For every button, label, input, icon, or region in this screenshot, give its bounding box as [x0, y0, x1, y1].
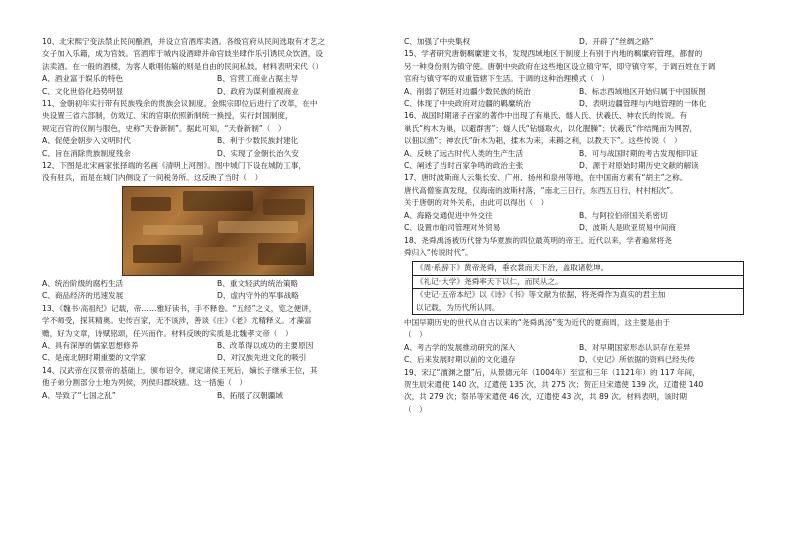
q11-option-a[interactable]: A、促使金朝步入文明时代 [42, 136, 131, 146]
q15-options-row-1 [404, 86, 754, 98]
q12-stem-line-1: 12、下图是北宋画家张择端的名画《清明上河图》。图中城门下设在城防工事， [42, 161, 307, 171]
q17-stem-line-3: 关于唐朝的对外关系，由此可以得出（ ） [404, 198, 549, 208]
q18-source-row-3 [413, 289, 743, 314]
q13-option-a[interactable]: A、具有深厚的儒家思想修养 [42, 340, 139, 350]
q19-stem-line-2: 贺生辰宋遣使 140 次，辽遣使 135 次，共 275 次；贺正旦宋遣使 139 次，辽遣使 140 [404, 379, 704, 389]
q11-option-c[interactable]: C、旨在消除贵族制度残余 [42, 148, 131, 158]
q18-options-row-1 [404, 342, 754, 354]
q12-stem-line-2: 没有驻兵，而是在城门内侧设了一间税务所。这反映了当时（ ） [42, 173, 263, 183]
q14-option-b[interactable]: B、拓展了汉朝疆域 [217, 390, 283, 400]
q13-option-b[interactable]: B、改革得以成功的主要原因 [217, 340, 314, 350]
q16-stem-line-2: 巢氏“构木为巢，以避群害”；燧人氏“钻燧取火，以化腥臊”；伏羲氏“作结绳而为网罟， [404, 123, 698, 133]
q12-option-b[interactable]: B、重文轻武的统治策略 [217, 278, 299, 288]
q18-tail-line-2: （ ） [404, 330, 427, 340]
q11-option-d[interactable]: D、实现了金朝长治久安 [217, 148, 299, 158]
q15-option-d[interactable]: D、表明边疆管理与内地管理的一体化 [579, 99, 707, 109]
q19-stem-line-3: 次，共 279 次；祭吊等宋遣使 46 次，辽遣使 43 次，共 89 次。材料表明，该时期 [404, 392, 688, 402]
q18-source-row-3-line-2: 以记载，为历代所认同。 [416, 302, 500, 312]
q19-stem-line-1: 19、宋辽“澶渊之盟”后，从景德元年（1004年）至宣和三年（1121年）的 117 年间， [404, 367, 700, 377]
q11-options-row-1 [42, 135, 392, 147]
q15-stem-line-1: 15、学者研究唐朝羁縻建文书，发现西域地区于制度上有别于内地的羁縻府管理，都督的 [404, 49, 703, 59]
q11-options-row-2 [42, 148, 392, 160]
q12-option-d[interactable]: D、虚内守外的军事战略 [217, 291, 299, 301]
q18-option-c[interactable]: C、后来发展时期以前的文化遗存 [404, 355, 516, 365]
q16-stem-line-3: 以佃以渔”；神农氏“斫木为耜，揉木为耒，耒耨之利，以教天下”。这些传说（ ） [404, 136, 682, 146]
q18-tail-line-1: 中国早期历史的世代从自古以来的“尧舜禹汤”变为近代的夏商周，这主要是由于 [404, 317, 671, 327]
q12-options-row-2 [42, 290, 392, 302]
q11-stem-line-3: 规定百官的仪制与服色，史称“天眷新制”。据此可知，“天眷新制”（ ） [42, 123, 286, 133]
q17-options-row-2 [404, 222, 754, 234]
q14-stem-line-1: 14、汉武帝在汉景帝的基础上，颁布诏令，规定诸侯王死后，嫡长子继承王位，其 [42, 365, 318, 375]
right-column [404, 36, 754, 416]
q12-options-row-1 [42, 278, 392, 290]
q17-option-b[interactable]: B、与阿拉伯帝国关系密切 [579, 210, 668, 220]
q16-options-row-2 [404, 160, 754, 172]
q16-option-b[interactable]: B、可与战国时期的考古发现相印证 [579, 148, 699, 158]
q10-option-a[interactable]: A、酒业富于娱乐的特色 [42, 74, 124, 84]
q19-stem-line-4: （ ） [404, 404, 427, 414]
q14-stem-line-2: 他子弟分割部分土地为列侯，列侯归郡统辖。这一措施（ ） [42, 378, 248, 388]
q18-stem-line-1: 18、尧舜禹汤被历代誉为华夏族的四位最英明的帝王。近代以来，学者遍常将尧 [404, 235, 672, 245]
q14-options-row-2 [404, 36, 754, 48]
q17-option-c[interactable]: C、设置市舶司管理对外贸易 [404, 223, 501, 233]
q10-stem-line-1: 10、北宋熙宁变法禁止民间酿酒，并设立官酒库卖酒。各级官府从民间选取有才艺之 [42, 37, 326, 46]
q18-option-a[interactable]: A、考古学的发展推动研究的深入 [404, 342, 516, 352]
q10-stem-line-2: 女子加入乐籍，成为官妓。官酒库于城内设酒肆并命官妓坐肆作乐引诱民众饮酒，设 [42, 49, 323, 59]
q18-option-d[interactable]: D、《史记》所依据的资料已经失传 [579, 355, 695, 365]
question-11 [42, 98, 392, 160]
q14-option-c[interactable]: C、加强了中央集权 [404, 37, 471, 46]
q18-source-row-3-line-1: 《史记·五帝本纪》以《诗》《书》等文献为依据，将尧舜作为真实的君主加 [416, 290, 666, 300]
question-17 [404, 172, 754, 234]
q10-option-b[interactable]: B、官营工商业占据主导 [217, 74, 299, 84]
q17-options-row-1 [404, 210, 754, 222]
q10-options-row-2 [42, 86, 392, 98]
question-12 [42, 160, 392, 303]
q13-stem-line-3: 赡，好为文章，诗赋铭颂，任兴而作。材料反映的实质是北魏孝文帝（ ） [42, 328, 293, 338]
q16-option-c[interactable]: C、阐述了当时百家争鸣的政治主张 [404, 161, 524, 171]
q15-option-a[interactable]: A、削弱了朝廷对边疆少数民族的统治 [404, 86, 531, 96]
q12-option-c[interactable]: C、商品经济的迅速发展 [42, 291, 124, 301]
question-18 [404, 235, 754, 367]
q13-option-c[interactable]: C、是南北朝时期重要的文学家 [42, 353, 147, 363]
q10-option-d[interactable]: D、政府为谋利重视商业 [217, 86, 299, 96]
q17-stem-line-2: 唐代高僧鉴真发现，仅海南的波斯村落，“南北三日行，东西五日行，村村相次”。 [404, 185, 678, 195]
q11-option-b[interactable]: B、利于少数民族封建化 [217, 136, 299, 146]
q11-stem-line-1: 11、金朝初年实行带有民族残余的贵族会议制度。金熙宗即位后进行了改革，在中 [42, 99, 318, 109]
q18-stem-line-2: 舜归入“传说时代”。 [404, 247, 473, 257]
q17-stem-line-1: 17、唐时波斯商人云集长安、广州、扬州和泉州等地，在中国南方素有“胡主”之称。 [404, 173, 688, 183]
q13-option-d[interactable]: D、对汉族先进文化的吸引 [217, 353, 307, 363]
q10-option-c[interactable]: C、文化世俗化趋势明显 [42, 86, 124, 96]
question-19 [404, 367, 754, 417]
q18-source-table [412, 261, 744, 315]
q10-options-row-1 [42, 73, 392, 85]
question-15 [404, 48, 754, 110]
q17-option-a[interactable]: A、海路交通促进中外交往 [404, 210, 493, 220]
q14-option-d[interactable]: D、开辟了“丝绸之路” [579, 37, 654, 46]
q13-stem-line-2: 学不师受，探其精奥。史传百家，无不该涉，善谈《庄》《老》尤精释义。才藻富 [42, 316, 312, 326]
q15-option-b[interactable]: B、标志西域地区开始归属于中国版图 [579, 86, 706, 96]
q13-stem-line-1: 13、《魏书·高祖纪》记载，帝……雅好读书，手不释卷。“五经”之义，览之便讲， [42, 303, 317, 313]
q11-stem-line-2: 央设置三省六部制，仿效辽、宋的官职依照新制统一换授，实行封国制度， [42, 111, 293, 121]
q18-option-b[interactable]: B、对早期国家形态认识存在差异 [579, 342, 691, 352]
q18-options-row-2 [404, 354, 754, 366]
q15-stem-line-3: 官府与镇守军的双重管辖下生活。于调的这种治理模式（ ） [404, 74, 610, 84]
painting-image [122, 186, 314, 276]
q16-option-d[interactable]: D、源于对原始时期历史文献的解读 [579, 161, 699, 171]
q13-options-row-2 [42, 352, 392, 364]
q16-options-row-1 [404, 148, 754, 160]
question-16 [404, 110, 754, 172]
left-column [42, 36, 392, 402]
q18-source-row-2: 《礼记·大学》尧舜率天下以仁，而民从之。 [413, 276, 743, 289]
q10-stem-line-3: 法卖酒。在一般的酒楼，为客人歌唱佑觞的则是自由的民间私妓。材料表明宋代（） [42, 61, 323, 71]
q13-options-row-1 [42, 340, 392, 352]
q15-options-row-2 [404, 98, 754, 110]
q16-stem-line-1: 16、战国时期诸子百家的著作中出现了有巢氏、燧人氏、伏羲氏、神农氏的传说。有 [404, 111, 688, 121]
q18-source-row-1: 《周·系辞下》黄帝尧舜，垂衣裳而天下治，盖取诸乾坤。 [413, 262, 743, 275]
q17-option-d[interactable]: D、波斯人是欧亚贸易中间商 [579, 223, 676, 233]
question-10 [42, 36, 392, 98]
q15-option-c[interactable]: C、体现了中央政府对边疆的羁縻统治 [404, 99, 531, 109]
q16-option-a[interactable]: A、反映了远古时代人类的生产生活 [404, 148, 524, 158]
q14-options-row-1 [42, 390, 392, 402]
q12-option-a[interactable]: A、统治阶级的腐朽生活 [42, 278, 124, 288]
question-14 [42, 365, 392, 402]
q15-stem-line-2: 另一种身份则为镇守使。唐朝中央政府在这些地区设立镇守军，即守镇守军，于调百姓在于调 [404, 61, 716, 71]
question-13 [42, 303, 392, 365]
q14-option-a[interactable]: A、导致了“七国之乱” [42, 390, 116, 400]
